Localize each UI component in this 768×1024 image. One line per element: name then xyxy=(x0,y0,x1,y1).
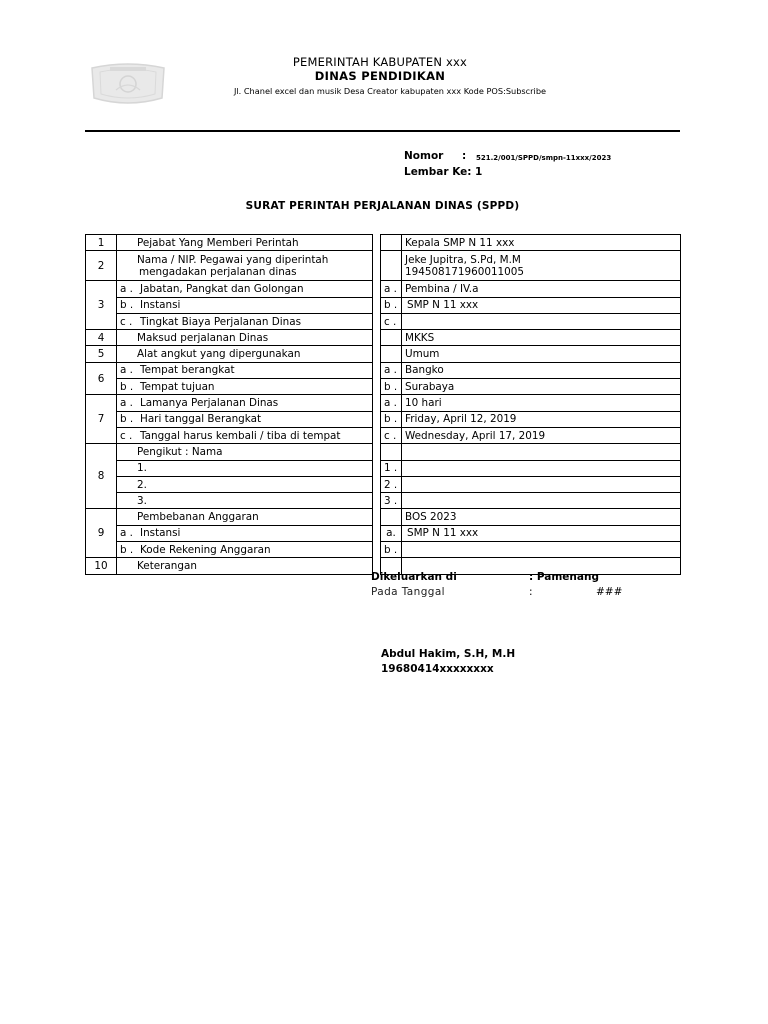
table-row xyxy=(86,235,373,251)
table-row xyxy=(381,427,681,443)
table-row xyxy=(86,525,373,541)
sub-label: c . xyxy=(381,427,402,443)
sub-label: a . xyxy=(117,395,138,411)
table-row xyxy=(381,251,681,281)
sub-label: b . xyxy=(117,411,138,427)
value-cell xyxy=(402,313,681,329)
lembar-value: 1 xyxy=(475,166,483,178)
follower-3: 3. xyxy=(117,493,373,509)
table-row xyxy=(381,476,681,492)
table-row xyxy=(381,330,681,346)
row-number: 10 xyxy=(86,558,117,574)
table-row xyxy=(86,281,373,297)
sub-label: 2 . xyxy=(381,476,402,492)
table-row xyxy=(381,379,681,395)
row-label: Pembebanan Anggaran xyxy=(117,509,373,525)
row-label: Tingkat Biaya Perjalanan Dinas xyxy=(137,313,373,329)
table-row xyxy=(381,542,681,558)
follower-2: 2. xyxy=(117,476,373,492)
table-row xyxy=(381,395,681,411)
sub-label: c . xyxy=(381,313,402,329)
row-label-line1: Nama / NIP. Pegawai yang diperintah xyxy=(137,253,329,266)
sub-label: 1 . xyxy=(381,460,402,476)
sub-label: b . xyxy=(381,379,402,395)
row-number: 5 xyxy=(86,346,117,362)
table-row xyxy=(86,395,373,411)
row-label: Tanggal harus kembali / tiba di tempat xyxy=(137,427,373,443)
document-title: SURAT PERINTAH PERJALANAN DINAS (SPPD) xyxy=(245,200,520,212)
row-label: Alat angkut yang dipergunakan xyxy=(117,346,373,362)
row-number: 9 xyxy=(86,509,117,558)
sub-label: a . xyxy=(381,362,402,378)
sub-label: c . xyxy=(117,427,138,443)
issued-at-label: Dikeluarkan di xyxy=(371,571,457,583)
value-cell: SMP N 11 xxx xyxy=(402,297,681,313)
value-cell: Umum xyxy=(402,346,681,362)
lembar-label: Lembar Ke: xyxy=(404,166,472,178)
sub-label: b . xyxy=(117,379,138,395)
table-row xyxy=(86,509,373,525)
row-label: Maksud perjalanan Dinas xyxy=(117,330,373,346)
header-address: Jl. Chanel excel dan musik Desa Creator kabupaten xxx Kode POS:Subscribe xyxy=(233,86,547,96)
row-number: 4 xyxy=(86,330,117,346)
row-number: 3 xyxy=(86,281,117,330)
table-row xyxy=(381,444,681,460)
value-cell: Bangko xyxy=(402,362,681,378)
value-cell xyxy=(402,251,681,281)
nomor-separator: : xyxy=(462,150,467,162)
table-row xyxy=(86,542,373,558)
table-row xyxy=(381,313,681,329)
table-row xyxy=(381,460,681,476)
header-divider xyxy=(85,130,680,132)
value-cell: Friday, April 12, 2019 xyxy=(402,411,681,427)
employee-name: Jeke Jupitra, S.Pd, M.M xyxy=(405,253,521,266)
table-row xyxy=(381,362,681,378)
row-number: 6 xyxy=(86,362,117,395)
row-label: Tempat berangkat xyxy=(137,362,373,378)
employee-nip: 194508171960011005 xyxy=(405,265,524,278)
header-department: DINAS PENDIDIKAN xyxy=(314,69,446,83)
table-row xyxy=(381,411,681,427)
table-row xyxy=(86,444,373,460)
sub-label: b . xyxy=(381,297,402,313)
row-label: Pejabat Yang Memberi Perintah xyxy=(117,235,373,251)
table-row xyxy=(86,493,373,509)
table-row xyxy=(86,460,373,476)
table-row xyxy=(86,427,373,443)
sub-label: b . xyxy=(381,411,402,427)
row-number: 1 xyxy=(86,235,117,251)
row-label: Jabatan, Pangkat dan Golongan xyxy=(137,281,373,297)
date-separator: : xyxy=(529,586,533,598)
table-row xyxy=(86,476,373,492)
table-row xyxy=(381,346,681,362)
sub-label: b . xyxy=(117,542,138,558)
value-cell: BOS 2023 xyxy=(402,509,681,525)
sub-label: a. xyxy=(381,525,402,541)
row-number: 2 xyxy=(86,251,117,281)
sppd-right-table xyxy=(380,234,681,575)
issued-at-value: : Pamenang xyxy=(529,571,599,583)
table-row xyxy=(86,379,373,395)
row-label: Hari tanggal Berangkat xyxy=(137,411,373,427)
sub-label: b . xyxy=(117,297,138,313)
value-cell: Wednesday, April 17, 2019 xyxy=(402,427,681,443)
row-label: Instansi xyxy=(137,297,373,313)
table-row xyxy=(381,509,681,525)
sub-label: b . xyxy=(381,542,402,558)
row-number: 8 xyxy=(86,444,117,509)
table-row xyxy=(86,346,373,362)
signer-name: Abdul Hakim, S.H, M.H xyxy=(381,648,516,660)
nomor-label: Nomor xyxy=(404,150,444,162)
table-row xyxy=(381,281,681,297)
row-label: Keterangan xyxy=(117,558,373,574)
table-row xyxy=(381,493,681,509)
sub-label: a . xyxy=(117,525,138,541)
table-row xyxy=(381,235,681,251)
value-cell: Kepala SMP N 11 xxx xyxy=(402,235,681,251)
date-label: Pada Tanggal xyxy=(371,586,445,598)
row-label xyxy=(117,251,373,281)
row-label: Pengikut : Nama xyxy=(117,444,373,460)
sub-label: a . xyxy=(117,281,138,297)
table-row xyxy=(381,525,681,541)
value-cell: SMP N 11 xxx xyxy=(402,525,681,541)
row-label-line2: mengadakan perjalanan dinas xyxy=(139,265,297,278)
nomor-value: 521.2/001/SPPD/smpn-11xxx/2023 xyxy=(476,154,612,162)
sub-label: a . xyxy=(117,362,138,378)
table-row xyxy=(86,362,373,378)
header-government: PEMERINTAH KABUPATEN xxx xyxy=(292,55,468,69)
row-label: Instansi xyxy=(137,525,373,541)
value-cell: 10 hari xyxy=(402,395,681,411)
date-value: ### xyxy=(596,586,623,598)
row-number: 7 xyxy=(86,395,117,444)
sppd-left-table xyxy=(85,234,373,575)
sub-label: c . xyxy=(117,313,138,329)
row-label: Lamanya Perjalanan Dinas xyxy=(137,395,373,411)
table-row xyxy=(86,330,373,346)
value-cell xyxy=(402,542,681,558)
row-label: Kode Rekening Anggaran xyxy=(137,542,373,558)
table-row xyxy=(86,411,373,427)
sub-label: a . xyxy=(381,281,402,297)
sub-label: 3 . xyxy=(381,493,402,509)
signer-nip: 19680414xxxxxxxx xyxy=(381,663,494,675)
table-row xyxy=(86,313,373,329)
regency-emblem-logo xyxy=(86,58,170,106)
value-cell: MKKS xyxy=(402,330,681,346)
value-cell: Surabaya xyxy=(402,379,681,395)
table-row xyxy=(381,297,681,313)
sub-label: a . xyxy=(381,395,402,411)
table-row xyxy=(86,558,373,574)
row-label: Tempat tujuan xyxy=(137,379,373,395)
value-cell: Pembina / IV.a xyxy=(402,281,681,297)
table-row xyxy=(86,297,373,313)
table-row xyxy=(86,251,373,281)
follower-1: 1. xyxy=(117,460,373,476)
